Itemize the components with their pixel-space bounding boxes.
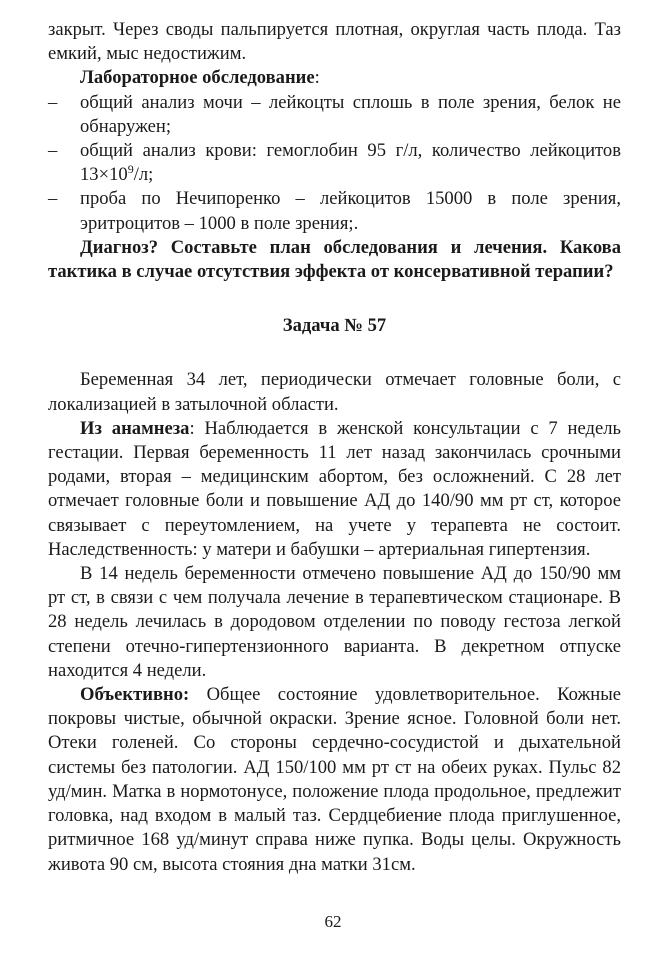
page-number: 62 [324, 912, 342, 931]
lab-heading-colon: : [314, 67, 320, 89]
lab-item-nechiporenko: проба по Нечипоренко – лейкоцитов 15000 в поле зрения, эритроцитов – 1000 в поле зрения;. [80, 188, 621, 234]
lab-item-blood-exponent: 9 [127, 162, 134, 177]
list-item [48, 91, 621, 139]
lab-heading: Лабораторное обследование [80, 67, 315, 89]
patient-intro-paragraph: Беременная 34 лет, периодически отмечает головные боли, с локализацией в затылочной области. [48, 369, 621, 415]
top-paragraph: закрыт. Через своды пальпируется плотная, округлая часть плода. Таз емкий, мыс недостижим. [48, 19, 621, 65]
page-content [48, 18, 621, 877]
objective-paragraph [48, 683, 621, 877]
list-item [48, 139, 621, 187]
list-dash: – [48, 188, 58, 210]
lab-item-urine: общий анализ мочи – лейкоцты сплошь в поле зрения, белок не обнаружен; [80, 91, 621, 137]
anamnesis-colon: : [189, 417, 195, 439]
list-dash: – [48, 91, 58, 113]
question-paragraph: Диагноз? Составьте план обследования и лечения. Какова тактика в случае отсутствия эффекта от консервативной терапии? [48, 236, 621, 283]
anamnesis-label: Из анамнеза [80, 417, 190, 439]
objective-text: Общее состояние удовлетворительное. Кожные покровы чистые, обычной окраски. Зрение ясное. Головной боли нет. Отеки голеней. Со стороны сердечно-сосудистой и дыхательной системы без патологии. АД 150/100 мм рт ст на обеих руках. Пульс 82 уд/мин. Матка в нормотонусе, положение плода продольное, предлежит головка, над входом в малый таз. Сердцебиение плода приглушенное, ритмичное 168 уд/минут справа ниже пупка. Воды целы. Окружность живота 90 см, высота стояния дна матки 31см. [48, 684, 621, 875]
list-item [48, 187, 621, 235]
lab-item-blood-unit: /л; [133, 164, 154, 186]
lab-heading-line [48, 66, 621, 90]
lab-item-blood: общий анализ крови: гемоглобин 95 г/л, количество лейкоцитов 13×10 [80, 140, 621, 186]
anamnesis-paragraph [48, 417, 621, 562]
list-dash: – [48, 140, 58, 162]
anamnesis-text: Наблюдается в женской консультации с 7 недель гестации. Первая беременность 11 лет назад закончилась срочными родами, вторая – медицинским абортом, без осложнений. С 28 лет отмечает головные боли и повышение АД до 140/90 мм рт ст, которое связывает с переутомлением, на учете у терапевта не состоит. Наследственность: у матери и бабушки – артериальная гипертензия. [48, 417, 621, 560]
lab-results-list [48, 91, 621, 236]
objective-label: Объективно: [80, 684, 190, 706]
task-title: Задача № 57 [282, 315, 387, 337]
pregnancy-course-paragraph: В 14 недель беременности отмечено повышение АД до 150/90 мм рт ст, в связи с чем получала лечение в терапевтическом стационаре. В 28 недель лечилась в дородовом отделении по поводу гестоза легкой степени отечно-гипертензионного варианта. В декретном отпуске находится 4 недели. [48, 563, 621, 681]
